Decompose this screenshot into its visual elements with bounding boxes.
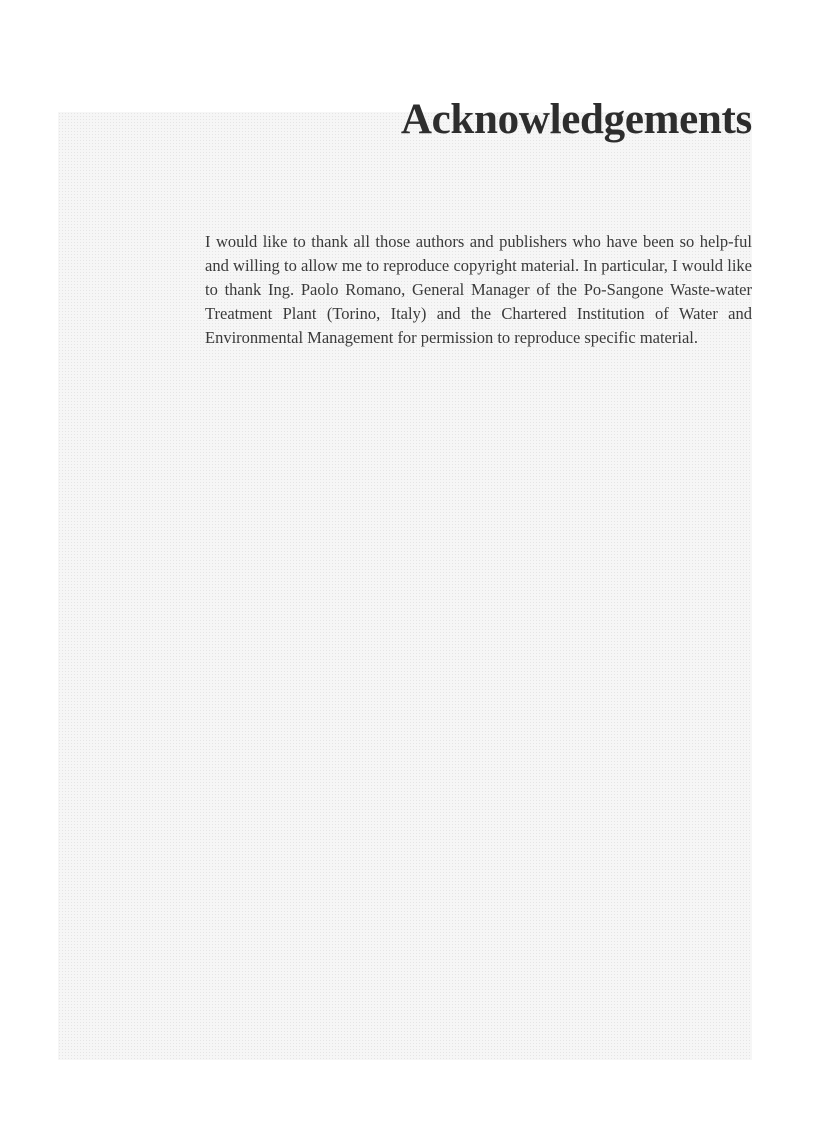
acknowledgements-paragraph: I would like to thank all those authors and publishers who have been so help-ful and willing to allow me to reproduce copyright material. In particular, I would like to thank Ing. Paolo Romano, General Manager of the Po-Sangone Waste-water Treatment Plant (Torino, Italy) and the Chartered Institution of Water and Environmental Management for permission to reproduce specific material.: [205, 232, 752, 347]
page-title: Acknowledgements: [400, 96, 752, 143]
